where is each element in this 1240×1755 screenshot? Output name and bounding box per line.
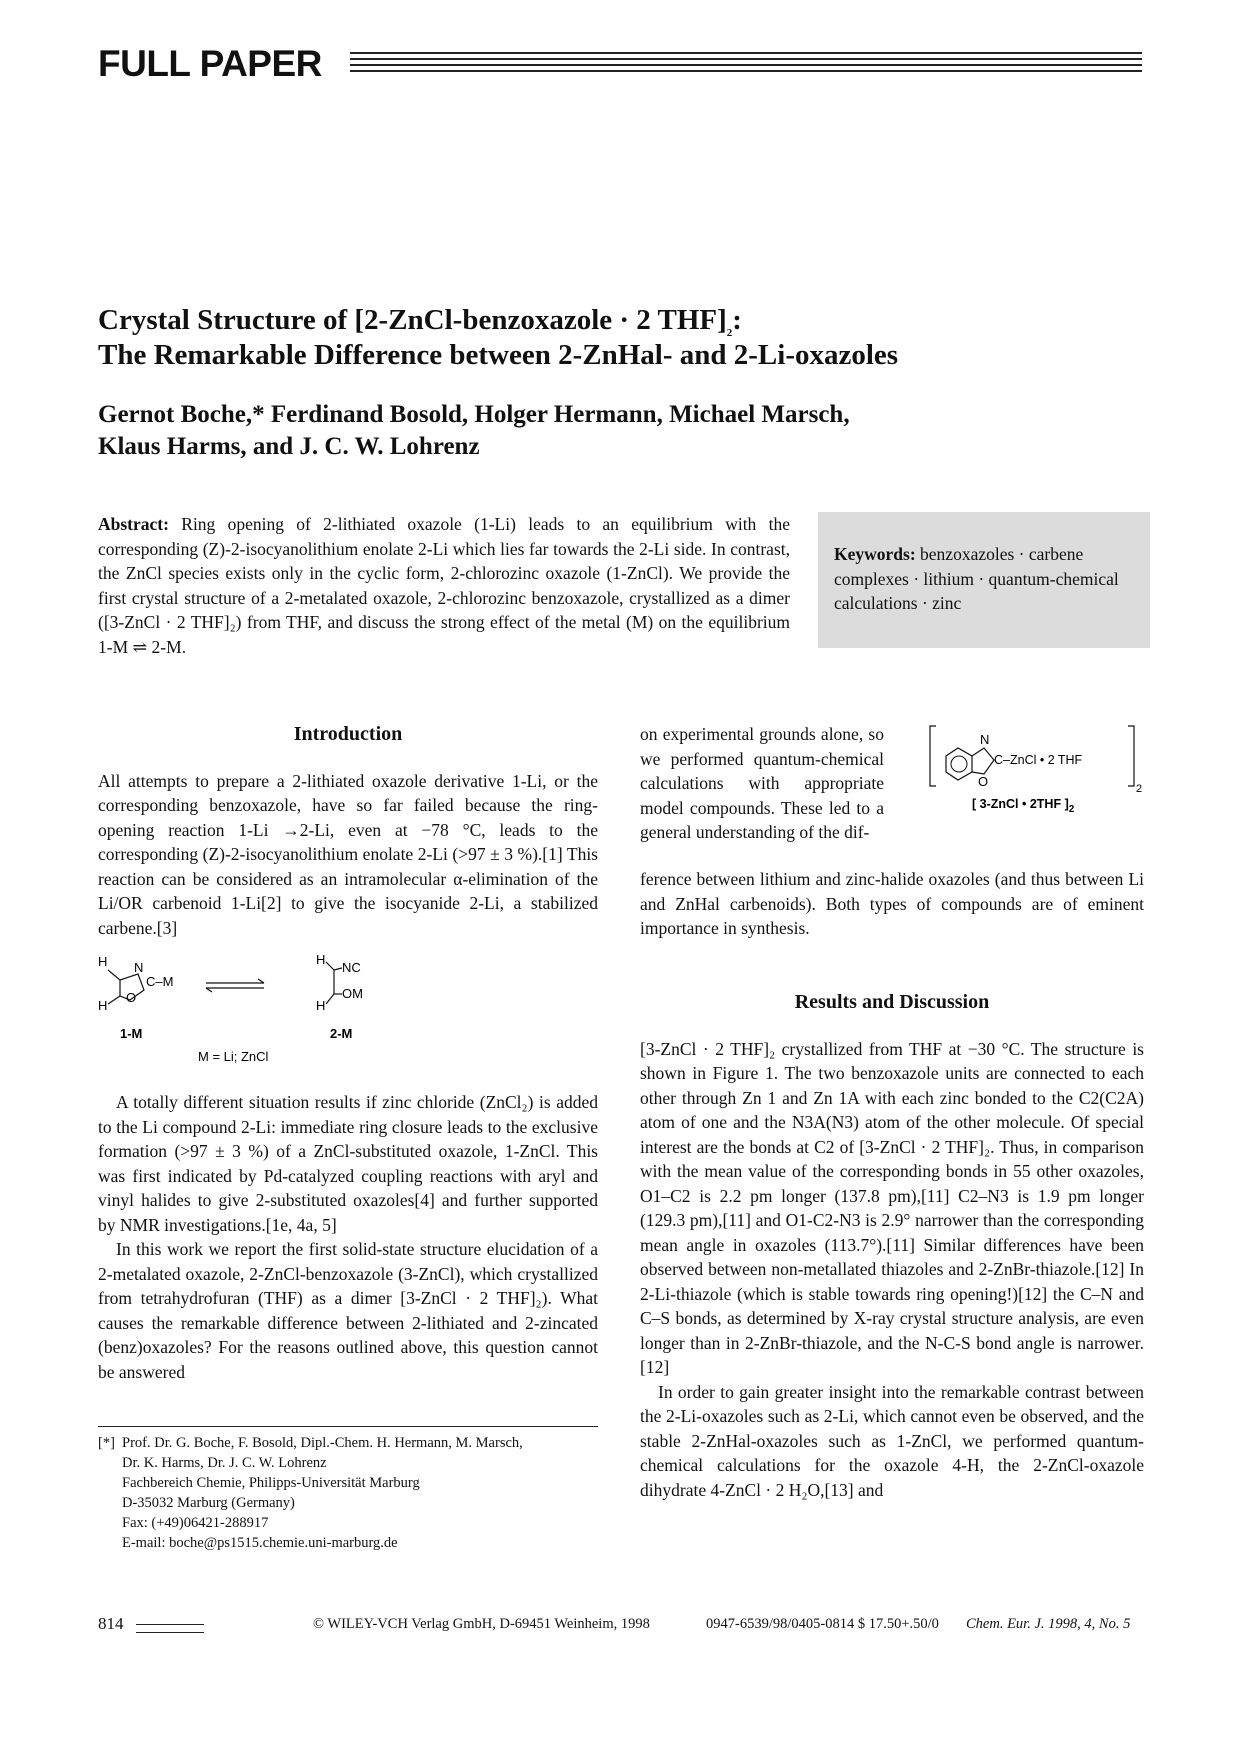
results-section <box>640 990 1144 1502</box>
authors-line-1: Gernot Boche,* Ferdinand Bosold, Holger Hermann, Michael Marsch, <box>98 401 850 428</box>
scheme-caption: M = Li; ZnCl <box>198 1049 269 1064</box>
footnote-line: D-35032 Marburg (Germany) <box>122 1495 295 1511</box>
structure-substituent: C–ZnCl • 2 THF <box>994 753 1083 767</box>
intro-paragraph-1: All attempts to prepare a 2-lithiated oxazole derivative 1-Li, or the corresponding benzoxazole, have so far failed because the ring-opening reaction 1-Li →2-Li, even at −78 °C, leads to the corresponding (Z)-2-isocyanolithium enolate 2-Li (>97 ± 3 %).[1] This reaction can be considered as an intramolecular α-elimination of the Li/OR carbenoid 1-Li[2] to give the isocyanide 2-Li, a stabilized carbene.[3] <box>98 770 598 938</box>
introduction-heading: Introduction <box>293 723 403 745</box>
abstract-text: Ring opening of 2-lithiated oxazole (1-Li) leads to an equilibrium with the corresponding (Z)-2-isocyanolithium enolate 2-Li which lies far towards the 2-Li side. In contrast, the ZnCl species exists only in the cyclic form, 2-chlorozinc oxazole (1-ZnCl). We provide the first crystal structure of a 2-metalated oxazole, 2-chlorozinc benzoxazole, crystallized as a dimer ([3-ZnCl · 2 THF]₂) from THF, and discuss the strong effect of the metal (M) on the equilibrium 1-M ⇌ 2-M. <box>98 514 790 657</box>
benzoxazole-structure <box>922 722 1144 815</box>
scheme-atom-h3: H <box>316 952 326 967</box>
scheme-atom-o: O <box>126 990 137 1005</box>
keywords-box <box>818 512 1150 648</box>
structure-benzene-ring <box>946 748 972 780</box>
section-label: FULL PAPER <box>98 43 322 84</box>
footnote-line: Prof. Dr. G. Boche, F. Bosold, Dipl.-Chem. H. Hermann, M. Marsch, <box>122 1435 523 1451</box>
scheme-bond-h2 <box>108 996 120 1004</box>
page-number: 814 <box>98 1614 124 1633</box>
footer-rule <box>136 1624 204 1625</box>
scheme-bond-nc <box>334 968 342 970</box>
author-list <box>98 399 1148 463</box>
footnote-line: Dr. K. Harms, Dr. J. C. W. Lohrenz <box>122 1455 327 1471</box>
scheme-atom-nc: NC <box>342 960 361 975</box>
intro-paragraph-2: A totally different situation results if zinc chloride (ZnCl₂) is added to the Li compound 2-Li: immediate ring closure leads to the exclusive formation (>97 ± 3 %) of a ZnCl-substituted oxazole, 1-ZnCl. This was first indicated by Pd-catalyzed coupling reactions with aryl and vinyl halides to give 2-substituted oxazoles[4] and further supported by NMR investigations.[1e, 4a, 5] <box>98 1092 598 1235</box>
footnote-email: E-mail: boche@ps1515.chemie.uni-marburg.de <box>122 1535 398 1551</box>
introduction-continued <box>98 1090 598 1384</box>
paper-title <box>98 303 1148 373</box>
intro-paragraph-3: In this work we report the first solid-state structure elucidation of a 2-metalated oxazole, 2-ZnCl-benzoxazole (3-ZnCl), which crystallized from tetrahydrofuran (THF) as a dimer [3-ZnCl · 2 THF]₂). What causes the remarkable difference between 2-lithiated and 2-zincated (benz)oxazoles? For the reasons outlined above, this question cannot be answered <box>98 1239 598 1382</box>
title-line-1: Crystal Structure of [2-ZnCl-benzoxazole · 2 THF] <box>98 304 727 336</box>
structure-bracket-right <box>1128 726 1134 786</box>
scheme-atom-c: C–M <box>146 974 174 989</box>
structure-atom-o: O <box>978 774 989 789</box>
structure-label: [ 3-ZnCl • 2THF ]$_2$ <box>972 797 1075 815</box>
footer-rule <box>136 1632 204 1633</box>
issn-code: 0947-6539/98/0405-0814 $ 17.50+.50/0 <box>706 1616 939 1632</box>
results-paragraph-2: In order to gain greater insight into the remarkable contrast between the 2-Li-oxazoles such as 2-Li, which cannot even be observed, and the stable 2-ZnHal-oxazoles such as 1-ZnCl, we performed quantum-chemical calculations for the oxazole 4-H, the 2-ZnCl-oxazole dihydrate 4-ZnCl · 2 H₂O,[13] and <box>640 1381 1144 1500</box>
abstract-label: Abstract: <box>98 514 169 534</box>
title-colon: : <box>732 304 742 336</box>
scheme-label-1m: 1-M <box>120 1026 143 1041</box>
title-line-2: The Remarkable Difference between 2-ZnHal- and 2-Li-oxazoles <box>98 339 899 371</box>
scheme-atom-h2: H <box>98 998 108 1013</box>
header-rules <box>350 52 1142 80</box>
scheme-atom-om: OM <box>342 986 363 1001</box>
footnote-mark: [*] <box>98 1435 115 1451</box>
scheme-chain-2m <box>326 962 334 1004</box>
structure-atom-n: N <box>980 732 990 747</box>
journal-citation: Chem. Eur. J. 1998, 4, No. 5 <box>966 1616 1131 1632</box>
abstract <box>98 512 790 659</box>
structure-oxazole-ring <box>972 748 994 774</box>
structure-bracket-subscript: 2 <box>1136 783 1143 795</box>
structure-aromatic-circle <box>951 756 967 772</box>
introduction-section <box>98 722 598 940</box>
scheme-atom-n: N <box>134 960 144 975</box>
results-paragraph-1: [3-ZnCl · 2 THF]₂ crystallized from THF at −30 °C. The structure is shown in Figure 1. The two benzoxazole units are connected to each other through Zn 1 and Zn 1A with each zinc bonded to the C2(C2A) atom of one and the N3A(N3) atom of the other molecule. Of special interest are the bonds at C2 of [3-ZnCl · 2 THF]₂. Thus, in comparison with the mean value of the corresponding bonds in 55 other oxazoles, O1–C2 is 2.2 pm longer (137.8 pm),[11] C2–N3 is 1.9 pm longer (129.3 pm),[11] and O1-C2-N3 is 2.9° narrower than the corresponding mean angle in oxazoles (113.7°).[11] Similar differences have been observed between non-metallated thiazoles and 2-ZnBr-thiazole.[12] In 2-Li-thiazole (which is stable towards ring opening!)[12] the C–N and C–S bonds, as determined by X-ray crystal structure analysis, are even longer than in 2-ZnBr-thiazole, and the N-C-S bond angle is narrower.[12] <box>640 1038 1144 1377</box>
col2-continued-text <box>640 867 1144 941</box>
copyright-notice: © WILEY-VCH Verlag GmbH, D-69451 Weinheim, 1998 <box>313 1616 650 1632</box>
authors-line-2: Klaus Harms, and J. C. W. Lohrenz <box>98 433 480 460</box>
structure-bracket-left <box>930 726 936 786</box>
col2-wrapped-text <box>640 722 884 845</box>
scheme-label-2m: 2-M <box>330 1026 353 1041</box>
scheme-atom-h4: H <box>316 998 326 1013</box>
footnote-rule <box>98 1426 598 1427</box>
col2-paragraph-1: on experimental grounds alone, so we performed quantum-chemical calculations with appropriate model compounds. These led to a general understanding of the dif- <box>640 724 884 842</box>
title-subscript: 2 <box>726 326 733 339</box>
footnote-line: Fachbereich Chemie, Philipps-Universität Marburg <box>122 1475 420 1491</box>
keywords-text: benzoxazoles · carbene complexes · lithium · quantum-chemical calculations · zinc <box>834 544 1119 613</box>
col2-paragraph-1-continued: ference between lithium and zinc-halide oxazoles (and thus between Li and ZnHal carbenoids). Both types of compounds are of eminent importance in synthesis. <box>640 869 1144 938</box>
scheme-atom-h1: H <box>98 954 108 969</box>
page-footer <box>98 1614 1148 1638</box>
results-heading: Results and Discussion <box>794 991 990 1013</box>
author-footnote <box>98 1433 598 1553</box>
equilibrium-scheme <box>98 950 363 1070</box>
keywords-label: Keywords: <box>834 544 916 564</box>
footnote-line: Fax: (+49)06421-288917 <box>122 1515 269 1531</box>
